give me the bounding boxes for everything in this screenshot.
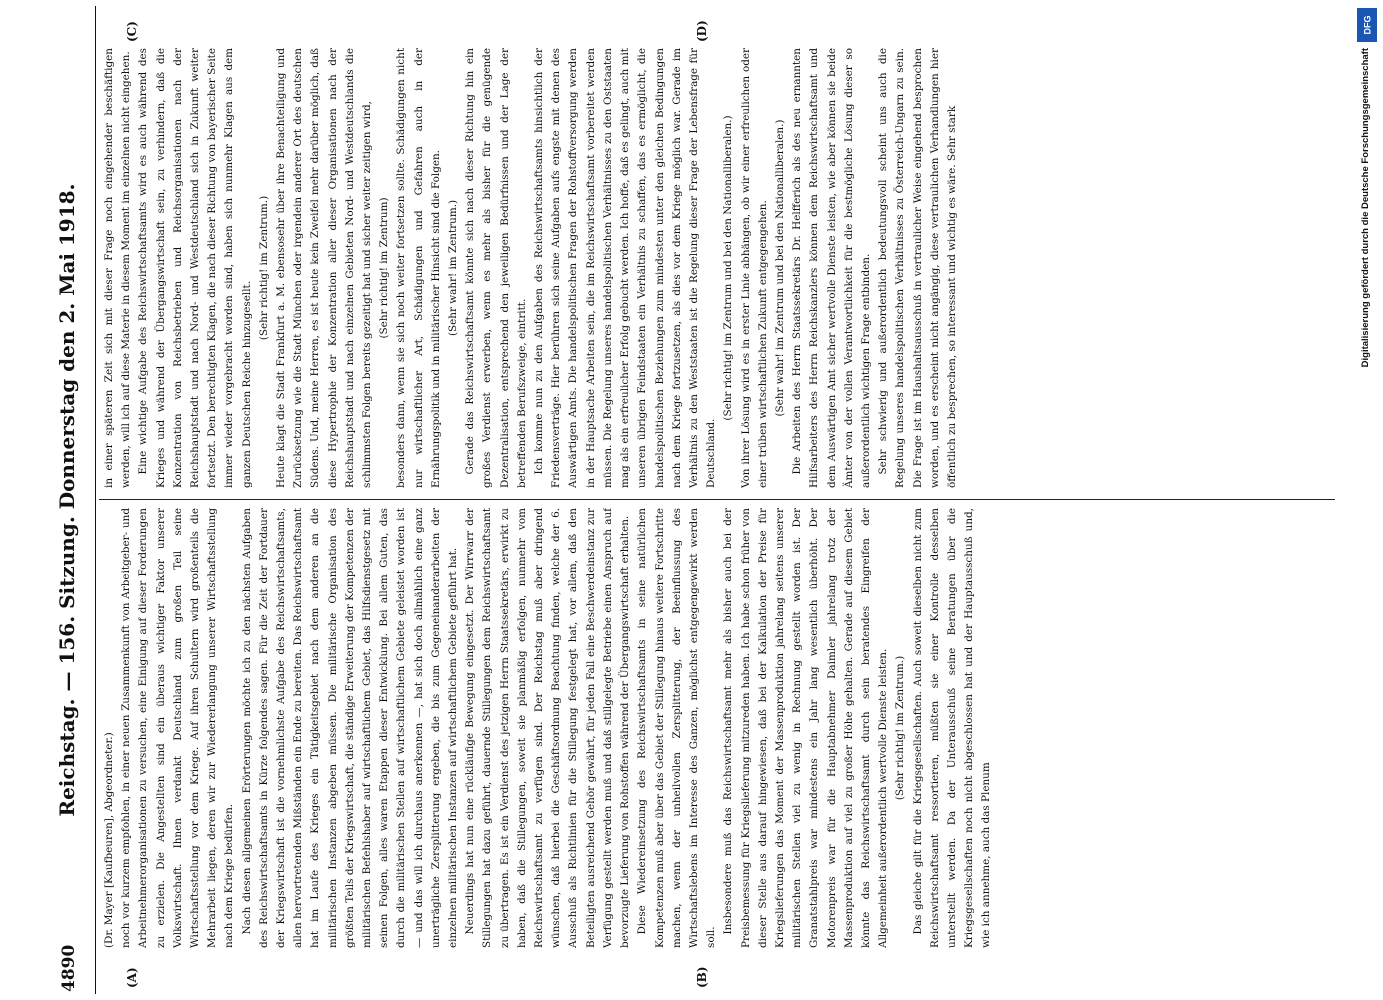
left-text-column: [101, 508, 1341, 948]
interjection: (Sehr richtig! im Zentrum.): [257, 195, 270, 341]
paragraph: Diese Wiedereinsetzung des Reichswirtschaftsamts in seine natürlichen Kompetenzen muß aber über das Gebiet der Stillegung hinaus weitere Fortschritte machen, wenn der unheilvollen Zersplitterung, der Beeinflussung des Wirtschaftslebens im Interesse des Ganzen, möglichst entgegengewirkt werden soll.: [636, 508, 718, 948]
digitization-credit-text: Digitalisierung gefördert durch die Deutsche Forschungsgemeinschaft: [1360, 48, 1371, 368]
rotated-newspaper-page: [45, 0, 1345, 1000]
margin-marker-c: (C): [125, 21, 139, 42]
interjection: (Sehr richtig! im Zentrum und bei den Nationalliberalen.): [722, 115, 735, 421]
column-divider: [99, 499, 1335, 500]
digitization-credit-strip: [1352, 0, 1382, 1000]
dfg-logo: DFG: [1357, 8, 1377, 42]
margin-marker-a: (A): [125, 967, 139, 988]
header-rule: [95, 6, 96, 994]
paragraph: Gerade das Reichswirtschaftsamt könnte sich nach dieser Richtung hin ein großes Verdienst erwerben, wenn es mehr als bisher für die genügende Dezentralisation, entsprechend den jeweiligen Bedürfnissen und der Lage der betreffenden Berufszweige, eintritt.: [464, 48, 528, 488]
paragraph: Sehr schwierig und außerordentlich bedeutungsvoll scheint uns auch die Regelung unseres handelspolitischen Verhältnisses zu Österreich-Ungarn zu sein. Die Frage ist im Haushaltsausschuß in vertraulicher Weise eingehend besprochen worden, und es erscheint nicht angängig, diese vertraulichen Verhandlungen hier öffentlich zu besprechen, so interessant und wichtig es wäre. Sehr stark: [877, 48, 958, 488]
interjection: (Sehr wahr! im Zentrum und bei den Nationalliberalen.): [773, 119, 786, 417]
paragraph: in einer späteren Zeit sich mit dieser Frage noch eingehender beschäftigen werden, will ich auf diese Materie in diesem Moment im einzelnen nicht eingehen.: [103, 48, 133, 488]
paragraph: Insbesondere muß das Reichswirtschaftsamt mehr als bisher auch bei der Preisbemessung für Kriegslieferung mitzureden haben. Ich habe schon früher von dieser Stelle aus darauf hingewiesen, daß bei der Kalkulation der Preise für Kriegslieferungen das Moment der Massenproduktion jahrelang seitens unserer militärischen Stellen viel zu wenig in Rechnung gestellt worden ist. Der Granatstahlpreis war mindestens ein Jahr lang wesentlich überhöht. Der Motorenpreis war für die Hauptabnehmer Daimler jahrelang trotz der Massenproduktion auf viel zu großer Höhe gehalten. Gerade auf diesem Gebiet könnte das Reichswirtschaftsamt durch sein beratendes Eingreifen der Allgemeinheit außerordentlich wertvolle Dienste leisten.: [722, 508, 890, 948]
paragraph: Ich komme nun zu den Aufgaben des Reichswirtschaftsamts hinsichtlich der Friedensverträge. Hier berühren sich seine Aufgaben aufs engste mit denen des Auswärtigen Amts. Die handelspolitischen Fragen der Rohstoffversorgung werden in der Hauptsache Arbeiten sein, die im Reichswirtschaftsamt vorbereitet werden müssen. Die Regelung unseres handelspolitischen Verhältnisses zu den Oststaaten mag als ein erfreulicher Erfolg gebucht werden. Ich hoffe, daß es gelingt, auch mit unseren übrigen Feindstaaten ein Verhältnis zu schaffen, das es ermöglicht, die handelspolitischen Beziehungen zum mindesten unter den gleichen Bedingungen nach dem Kriege fortzusetzen, als dies vor dem Kriege möglich war. Gerade im Verhältnis zu den Weststaaten ist die Regelung dieser Frage der Lebensfrage für Deutschland.: [533, 48, 718, 488]
paragraph: Eine wichtige Aufgabe des Reichswirtschaftsamts wird es auch während des Krieges und während der Übergangswirtschaft sein, zu verhindern, daß die Konzentration von Reichsbetrieben und Reichsorganisationen nach der Reichshauptstadt und nach Nord- und Westdeutschland sich in Zukunft weiter fortsetzt. Den berechtigten Klagen, die nach dieser Richtung von bayerischer Seite immer wieder vorgebracht worden sind, haben sich nunmehr Klagen aus dem ganzen Deutschen Reiche hinzugesellt.: [137, 48, 253, 488]
paragraph: Das gleiche gilt für die Kriegsgesellschaften. Auch soweit dieselben nicht zum Reichswirtschaftsamt ressortieren, müßten sie einer Kontrolle desselben unterstellt werden. Da der Unterausschuß seine Beratungen über die Kriegsgesellschaften noch nicht abgeschlossen hat und der Hauptausschuß und, wie ich annehme, auch das Plenum: [911, 508, 993, 948]
paragraph: besonders dann, wenn sie sich noch weiter fortsetzen sollte. Schädigungen nicht nur wirtschaftlicher Art, Schädigungen und Gefahren auch in der Ernährungspolitik und in militärischer Hinsicht sind die Folgen.: [395, 48, 442, 488]
paragraph: Neuerdings hat nun eine rückläufige Bewegung eingesetzt. Der Wirrwarr der Stillegungen hat dazu geführt, dauernde Stillegungen dem Reichswirtschaftsamt zu übertragen. Es ist ein Verdienst des jetzigen Herrn Staatssekretärs, erwirkt zu haben, daß die Stillegungen, soweit sie planmäßig erfolgen, nunmehr vom Reichswirtschaftsamt zu verfügen sind. Der Reichstag muß aber dringend wünschen, daß hierbei die Geschäftsordnung Beachtung finden, welche der 6. Ausschuß als Richtlinien für die Stillegung festgelegt hat, vor allem, daß den Beteiligten ausreichend Gehör gewährt, für jeden Fall eine Beschwerdeinstanz zur Verfügung gestellt werden muß und daß stillgelegte Betriebe einen Anspruch auf bevorzugte Lieferung von Rohstoffen während der Übergangswirtschaft erhalten.: [464, 508, 632, 948]
right-text-column: [101, 48, 1341, 488]
paragraph: Die Arbeiten des Herrn Staatssekretärs Dr. Helfferich als des neu ernannten Hilfsarbeiters des Herrn Reichskanzlers können dem Reichswirtschaftsamt und dem Auswärtigen Amt sicher wertvolle Dienste leisten, wie aber können sie beide Ämter von der vollen Verantwortlichkeit für die bestmögliche Lösung dieser so außerordentlich wichtigen Frage entbinden.: [791, 48, 872, 488]
interjection: (Sehr wahr! im Zentrum.): [447, 199, 460, 337]
paragraph: Von ihrer Lösung wird es in erster Linie abhängen, ob wir einer erfreulichen oder einer trüben wirtschaftlichen Zukunft entgegengehen.: [739, 48, 769, 488]
interjection: (Sehr richtig! im Zentrum): [378, 197, 391, 339]
speaker-line: (Dr. Mayer [Kaufbeuren], Abgeordneter.): [103, 732, 115, 948]
page-number: 4890: [59, 944, 79, 992]
margin-marker-b: (B): [695, 966, 709, 988]
paragraph: Nach diesen allgemeinen Erörterungen möchte ich zu den nächsten Aufgaben des Reichswirtschaftsamts in Kürze folgendes sagen. Für die Zeit der Fortdauer der Kriegswirtschaft ist die vornehmlichste Aufgabe des Reichswirtschaftsamts, allen hervortretenden Mißständen ein Ende zu bereiten. Das Reichswirtschaftsamt hat im Laufe des Krieges ein Tätigkeitsgebiet nach dem anderen an die militärischen Instanzen abgeben müssen. Die militärische Organisation des größten Teils der Kriegswirtschaft, die ständige Erweiterung der Kompetenzen der militärischen Befehlshaber auf wirtschaftlichem Gebiet, das Hilfsdienstgesetz mit seinen Folgen, alles waren Etappen dieser Entwicklung. Bei allem Guten, das durch die militärischen Stellen auf wirtschaftlichem Gebiete geleistet worden ist — und das will ich durchaus anerkennen —, hat sich doch allmählich eine ganz unerträgliche Zersplitterung ergeben, die bis zum Gegeneinanderarbeiten der einzelnen militärischen Instanzen auf wirtschaftlichem Gebiete geführt hat.: [240, 508, 460, 948]
margin-marker-d: (D): [695, 20, 709, 42]
page-header-title: Reichstag. — 156. Sitzung. Donnerstag den 2. Mai 1918.: [55, 183, 79, 817]
paragraph: noch vor kurzem empfohlen, in einer neuen Zusammenkunft von Arbeitgeber- und Arbeitnehmerorganisationen zu versuchen, eine Einigung auf dieser Forderungen zu erzielen. Die Angestellten sind ein überaus wichtiger Faktor unserer Volkswirtschaft. Ihnen verdankt Deutschland zum großen Teil seine Wirtschaftsstellung vor dem Kriege. Auf ihren Schultern wird großenteils die Mehrarbeit liegen, deren wir zur Wiedererlangung unserer Wirtschaftsstellung nach dem Kriege bedürfen.: [120, 508, 236, 948]
paragraph: Heute klagt die Stadt Frankfurt a. M. ebensosehr über ihre Benachteiligung und Zurücksetzung wie die Stadt München oder irgendein anderer Ort des deutschen Südens. Und, meine Herren, es ist heute kein Zweifel mehr darüber möglich, daß diese Hypertrophie der Konzentration aller dieser Organisationen nach der Reichshauptstadt und nach einzelnen Gebieten Nord- und Westdeutschlands die schlimmsten Folgen bereits gezeitigt hat und sicher weiter zeitigen wird,: [275, 48, 374, 488]
interjection: (Sehr richtig! im Zentrum.): [894, 655, 907, 801]
